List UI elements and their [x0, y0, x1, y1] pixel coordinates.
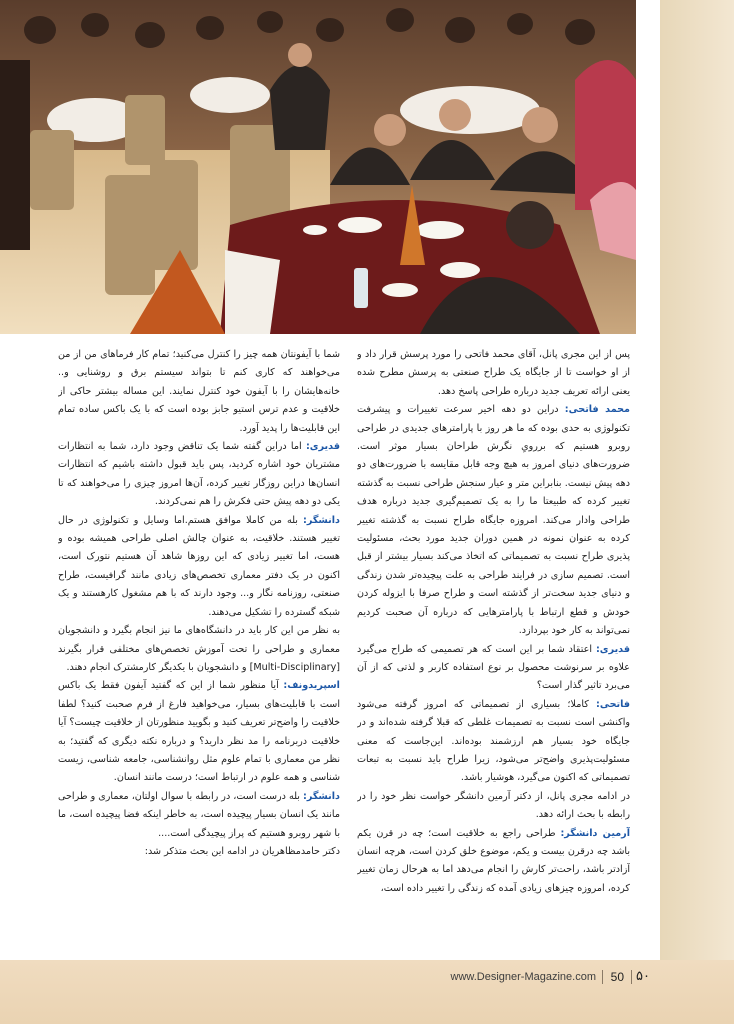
paragraph-text: طراحی راجع به خلاقیت است؛ چه در قرن یکم باشد چه درقرن بیست و یکم، موضوع خلق کردن است، هرچه انسان آزادتر باشد، راحت‌تر کارش را انجام می‌دهد اما به هرحال زمان تغییر کرده، امروزه چیزهای زیادی آمده که زندگی را تغییر داده است، — [357, 827, 630, 894]
page-edge-strip — [660, 0, 734, 960]
speaker-label: دانشگر: — [303, 790, 340, 802]
paragraph — [58, 788, 340, 843]
paragraph-text: دکتر حامدمظاهریان در ادامه این بحث متذکر شد: — [144, 845, 340, 857]
paragraph — [58, 622, 340, 677]
speaker-label: آرمین دانشگر: — [560, 827, 630, 839]
paragraph — [357, 346, 630, 401]
speaker-label: قدیری: — [305, 441, 340, 453]
article-column-left — [58, 346, 340, 931]
paragraph — [357, 696, 630, 788]
photo-illustration — [0, 0, 636, 334]
panel-discussion-photo — [0, 0, 636, 334]
page-footer — [0, 960, 734, 1024]
website-url: www.Designer-Magazine.com — [450, 971, 596, 983]
paragraph-text: بله من کاملا موافق هستم.اما وسایل و تکنولوژی در حال تغییر هستند. خلاقیت، به عنوان چالش اصلی طراحی همیشه بوده و هست، اما تغییر زیادی که این روزها شاهد آن هستیم نتورک است، اکنون در یک دفتر معماری تخصص‌های زیادی مانند گرافیست، طراح صنعتی، روزنامه نگار و... وجود دارند که با هم مشغول کارهستند و یک شبکه گسترده را تشکیل می‌دهند. — [58, 514, 340, 618]
paragraph — [357, 641, 630, 696]
paragraph — [58, 843, 340, 861]
speaker-label: قدیری: — [595, 643, 630, 655]
article-column-right — [357, 346, 630, 931]
speaker-label: فاتحی: — [596, 698, 630, 710]
paragraph-text: اما دراین گفته شما یک تناقض وجود دارد، شما به انتظارات مشتریان خود اشاره کردید، پس باید قبول داشته باشیم که انتظارات انسان‌ها دراین روزگار تغییر کرده، آن‌ها امروز چیزی را می‌خواهند که تا یکی دو دهه پیش حتی فکرش را هم نمی‌کردند. — [58, 441, 340, 508]
paragraph — [357, 825, 630, 899]
paragraph-text: دراین دو دهه اخیر سرعت تغییرات و پیشرفت تکنولوژی به حدی بوده که ما هر روز با پارامترهای جدیدی در طراحی روبرو هستیم که بررویِ نگرش طراحان بسیار موثر است. ضرورت‌های دنیای امروز به هیچ وجه قابل مقایسه با ضرورت‌های دو دهه پیش نیست. بنابراین متر و عیار سنجش طراحی نسبت به گذشته تغییر کرده که طبیعتا ما را به یک تصمیم‌گیری جدید درباره هدف طراحی وادار می‌کند. امروزه جایگاه طراح نسبت به گذشته تغییر کرده به عنوان نمونه در همین دوران جدید مورد بحث، مسئولیت پذیری طراح نسبت به تصمیماتی که اتخاذ می‌کند بسیار بیشتر از قبل است. تصمیم سازی در فرایند طراحی به علت پیچیده‌تر شدن زندگی و دنیای جدید سخت‌تر از گذشته است و طراح صرفا با ایزوله کردن خودش و قطع ارتباط با پارامترهایی که درباره آن صحبت کردیم نمی‌تواند به کار خود بپردازد. — [357, 404, 630, 637]
speaker-label: محمد فاتحی: — [564, 404, 630, 416]
paragraph-text: در ادامه مجری پانل، از دکتر آرمین دانشگر خواست نظر خود را در رابطه با بحث ارائه دهد. — [357, 790, 630, 821]
page-number-persian: ۵۰ — [636, 969, 650, 984]
paragraph-text: شما با آیفونتان همه چیز را کنترل می‌کنید؛ تمام کار فرماهای من از من می‌خواهند که کاری کنم تا بتواند سیستم برق و روشنایی و.. خانه‌هایشان را با آیفون خود کنترل نمایند. این مساله بیشتر حاکی از خلاقیت و عدم ترس استیو جابز بوده است که با یک باکس ساده تمام این قابلیت‌ها را پدید آورد. — [58, 349, 340, 434]
speaker-label: اسپریدونف: — [283, 680, 340, 692]
paragraph — [58, 346, 340, 438]
paragraph — [357, 401, 630, 640]
paragraph-text: اعتقاد شما بر این است که هر تصمیمی که طراح می‌گیرد علاوه بر سرنوشت محصول بر نوع استفاده کاربر و لذتی که از آن می‌برد تاثیر گذار است؟ — [357, 643, 630, 692]
footer-divider — [602, 970, 603, 984]
speaker-label: دانشگر: — [303, 514, 340, 526]
paragraph — [58, 677, 340, 787]
paragraph — [58, 512, 340, 622]
page-number: 50 — [610, 970, 624, 984]
paragraph-text: پس از این مجری پانل، آقای محمد فاتحی را مورد پرسش قرار داد و از او خواست تا از جایگاه یک طراح صنعتی به پرسش مطرح شده یعنی ارائه تعریف جدید درباره طراحی پاسخ دهد. — [357, 349, 630, 397]
footer-divider — [631, 970, 632, 984]
paragraph — [58, 438, 340, 512]
paragraph-text: بله درست است، در رابطه با سوال اولتان، معماری و طراحی مانند یک انسان بسیار پیچیده است، به خاطر اینکه فضا پیچیده است، ما با شهر روبرو هستیم که پراز پیچیدگی است.... — [58, 790, 340, 839]
paragraph — [357, 788, 630, 825]
paragraph-text: به نظر من این کار باید در دانشگاه‌های ما نیز انجام بگیرد و دانشجویان معماری و طراحی را تحت آموزش تخصص‌های مختلفی قرار بگیرند [Multi-Disciplinary] و دانشجویان با یکدیگر کارمشترک انجام دهند. — [58, 625, 340, 673]
paragraph-text: کاملا؛ بسیاری از تصمیماتی که امروز گرفته می‌شود واکنشی است نسبت به تصمیمات غلطی که قبلا گرفته شده‌اند و در جایگاه خود بسیار هم ارزشمند بوده‌اند. این‌جاست که معنی مسئولیت‌پذیری واضح‌تر می‌شود، زیرا طراح باید نسبت به تبعات تصمیماتی که اکنون می‌گیرد، هوشیار باشد. — [357, 698, 630, 784]
paragraph-text: آیا منظور شما از این که گفتید آیفون فقط یک باکس است با قابلیت‌های بسیار، می‌خواهید فارغ از فرم صحبت کنید؟ لطفا خلاقیت را واضح‌تر تعریف کنید و بگویید منظورتان از خلاقیت چیست؟ آیا خلاقیت دربرنامه را مد نظر دارید؟ و درباره نکته دیگری که گفتید؛ به نظر من معماری با تمام علوم مثل روانشناسی، جامعه شناسی، زیست شناسی و همه علوم در ارتباط است؛ درست مانند انسان. — [58, 680, 340, 784]
